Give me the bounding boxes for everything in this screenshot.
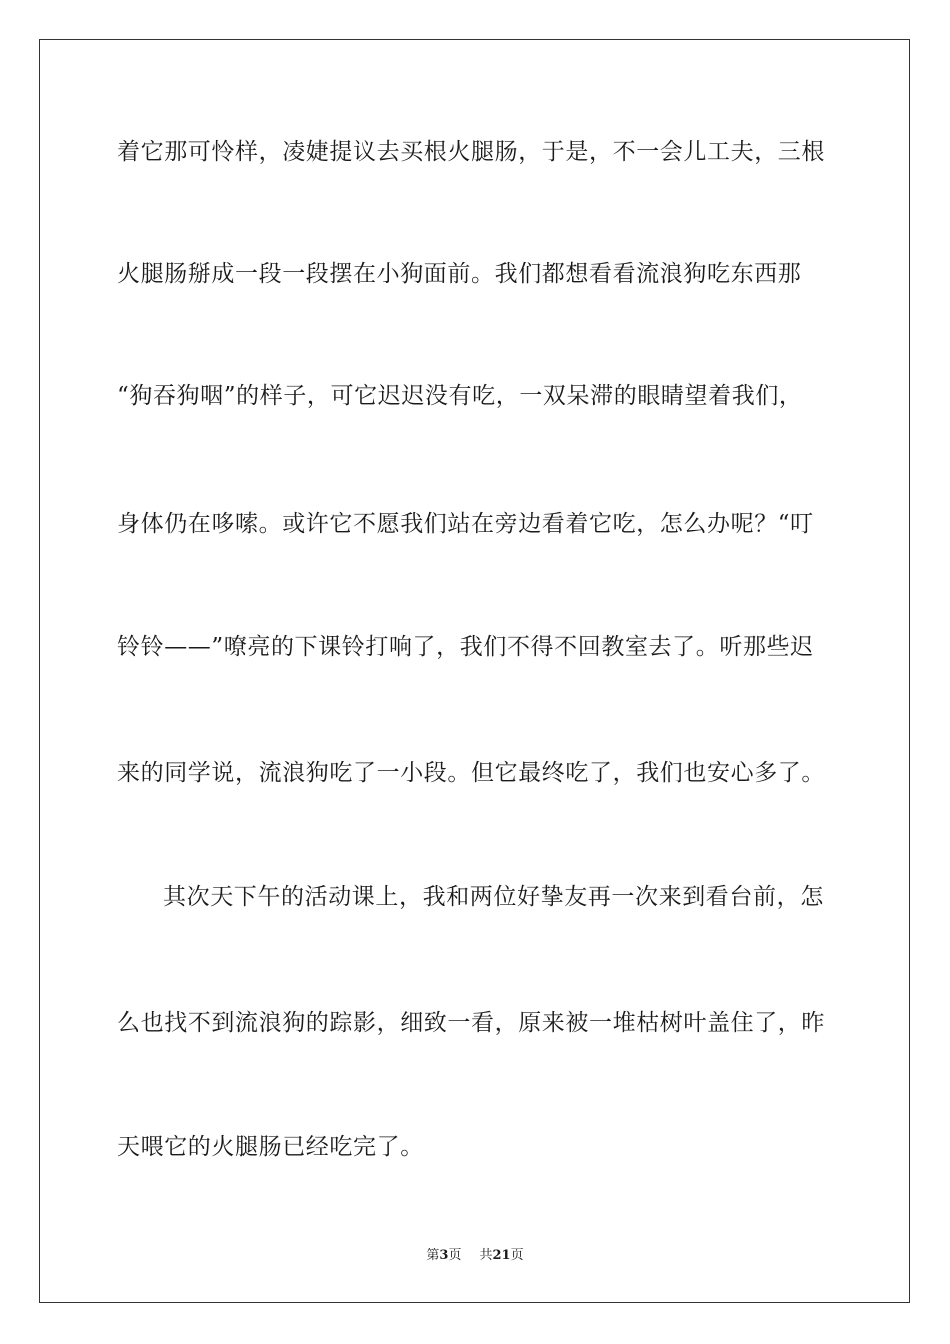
page-footer [0,1247,950,1265]
body-text-line-3: “狗吞狗咽”的样子，可它迟迟没有吃，一双呆滞的眼睛望着我们， [117,383,803,409]
body-text-line-9: 天喂它的火腿肠已经吃完了。 [117,1134,424,1160]
body-text-line-7-paragraph-start: 其次天下午的活动课上，我和两位好挚友再一次来到看台前，怎 [163,884,824,910]
total-pages: 21 [492,1248,511,1263]
body-text-line-2: 火腿肠掰成一段一段摆在小狗面前。我们都想看看流浪狗吃东西那 [117,261,802,287]
body-text-line-4: 身体仍在哆嗦。或许它不愿我们站在旁边看着它吃，怎么办呢？“叮 [117,511,814,537]
total-label-suffix: 页 [510,1248,524,1263]
page-label-suffix: 页 [448,1248,462,1263]
body-text-line-6: 来的同学说，流浪狗吃了一小段。但它最终吃了，我们也安心多了。 [117,760,825,786]
page-number: 3 [439,1248,449,1263]
page-border [39,39,910,1303]
page-label-prefix: 第 [426,1248,440,1263]
body-text-line-1: 着它那可怜样，凌婕提议去买根火腿肠，于是，不一会儿工夫，三根 [117,139,825,165]
body-text-line-5: 铃铃——”嘹亮的下课铃打响了，我们不得不回教室去了。听那些迟 [117,634,814,660]
total-label-prefix: 共 [479,1248,493,1263]
body-text-line-8: 么也找不到流浪狗的踪影，细致一看，原来被一堆枯树叶盖住了，昨 [117,1010,825,1036]
